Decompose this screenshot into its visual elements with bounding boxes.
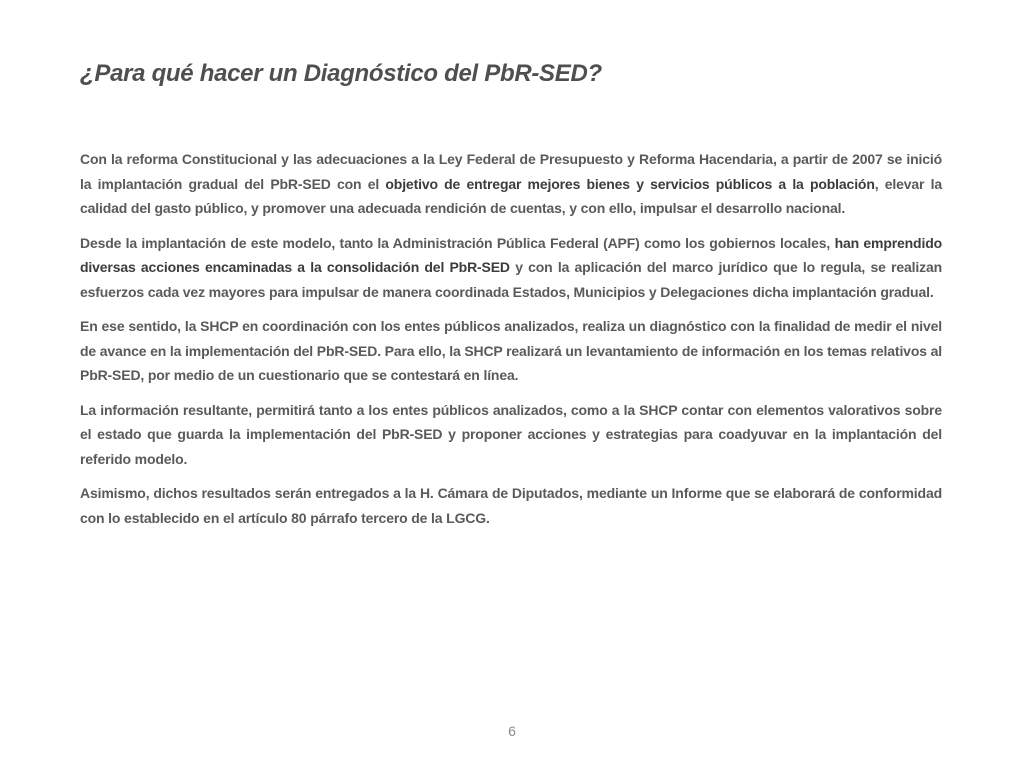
- paragraph-informacion: [80, 398, 942, 472]
- paragraph-text: Desde la implantación de este modelo, tanto la Administración Pública Federal (APF) como los gobiernos locales,: [80, 234, 835, 251]
- page-title: ¿Para qué hacer un Diagnóstico del PbR-SED?: [80, 60, 602, 87]
- paragraph-resultados: [80, 481, 942, 530]
- paragraph-reforma: [80, 147, 942, 221]
- body-content: [80, 147, 942, 540]
- paragraph-diagnostico: [80, 314, 942, 388]
- emphasized-text: han emprendido diversas acciones encaminadas a la consolidación del PbR-SED: [80, 234, 943, 275]
- paragraph-text: La información resultante, permitirá tanto a los entes públicos analizados, como a la SHCP contar con elementos valorativos sobre el estado que guarda la implementación del PbR-SED y proponer acciones y estrategias para coadyuvar en la implantación del referido modelo.: [80, 401, 942, 467]
- paragraph-text: , elevar la calidad del gasto público, y promover una adecuada rendición de cuentas, y con ello, impulsar el desarrollo nacional.: [80, 175, 942, 216]
- paragraph-implantacion: [80, 231, 942, 305]
- paragraph-text: Con la reforma Constitucional y las adecuaciones a la Ley Federal de Presupuesto y Reforma Hacendaria, a partir de 2007 se inició la implantación gradual del PbR-SED con el: [80, 151, 942, 192]
- paragraph-text: En ese sentido, la SHCP en coordinación con los entes públicos analizados, realiza un diagnóstico con la finalidad de medir el nivel de avance en la implementación del PbR-SED. Para ello, la SHCP realizará un levantamiento de información en los temas relativos al PbR-SED, por medio de un cuestionario que se contestará en línea.: [80, 318, 942, 383]
- paragraph-text: Asimismo, dichos resultados serán entregados a la H. Cámara de Diputados, mediante un Informe que se elaborará de conformidad con lo establecido en el artículo 80 párrafo tercero de la LGCG.: [80, 485, 942, 526]
- emphasized-text: objetivo de entregar mejores bienes y servicios públicos a la población: [385, 175, 875, 192]
- paragraph-text: y con la aplicación del marco jurídico que lo regula, se realizan esfuerzos cada vez mayores para impulsar de manera coordinada Estados, Municipios y Delegaciones dicha implantación gradual.: [80, 259, 942, 300]
- page-number: 6: [508, 723, 516, 739]
